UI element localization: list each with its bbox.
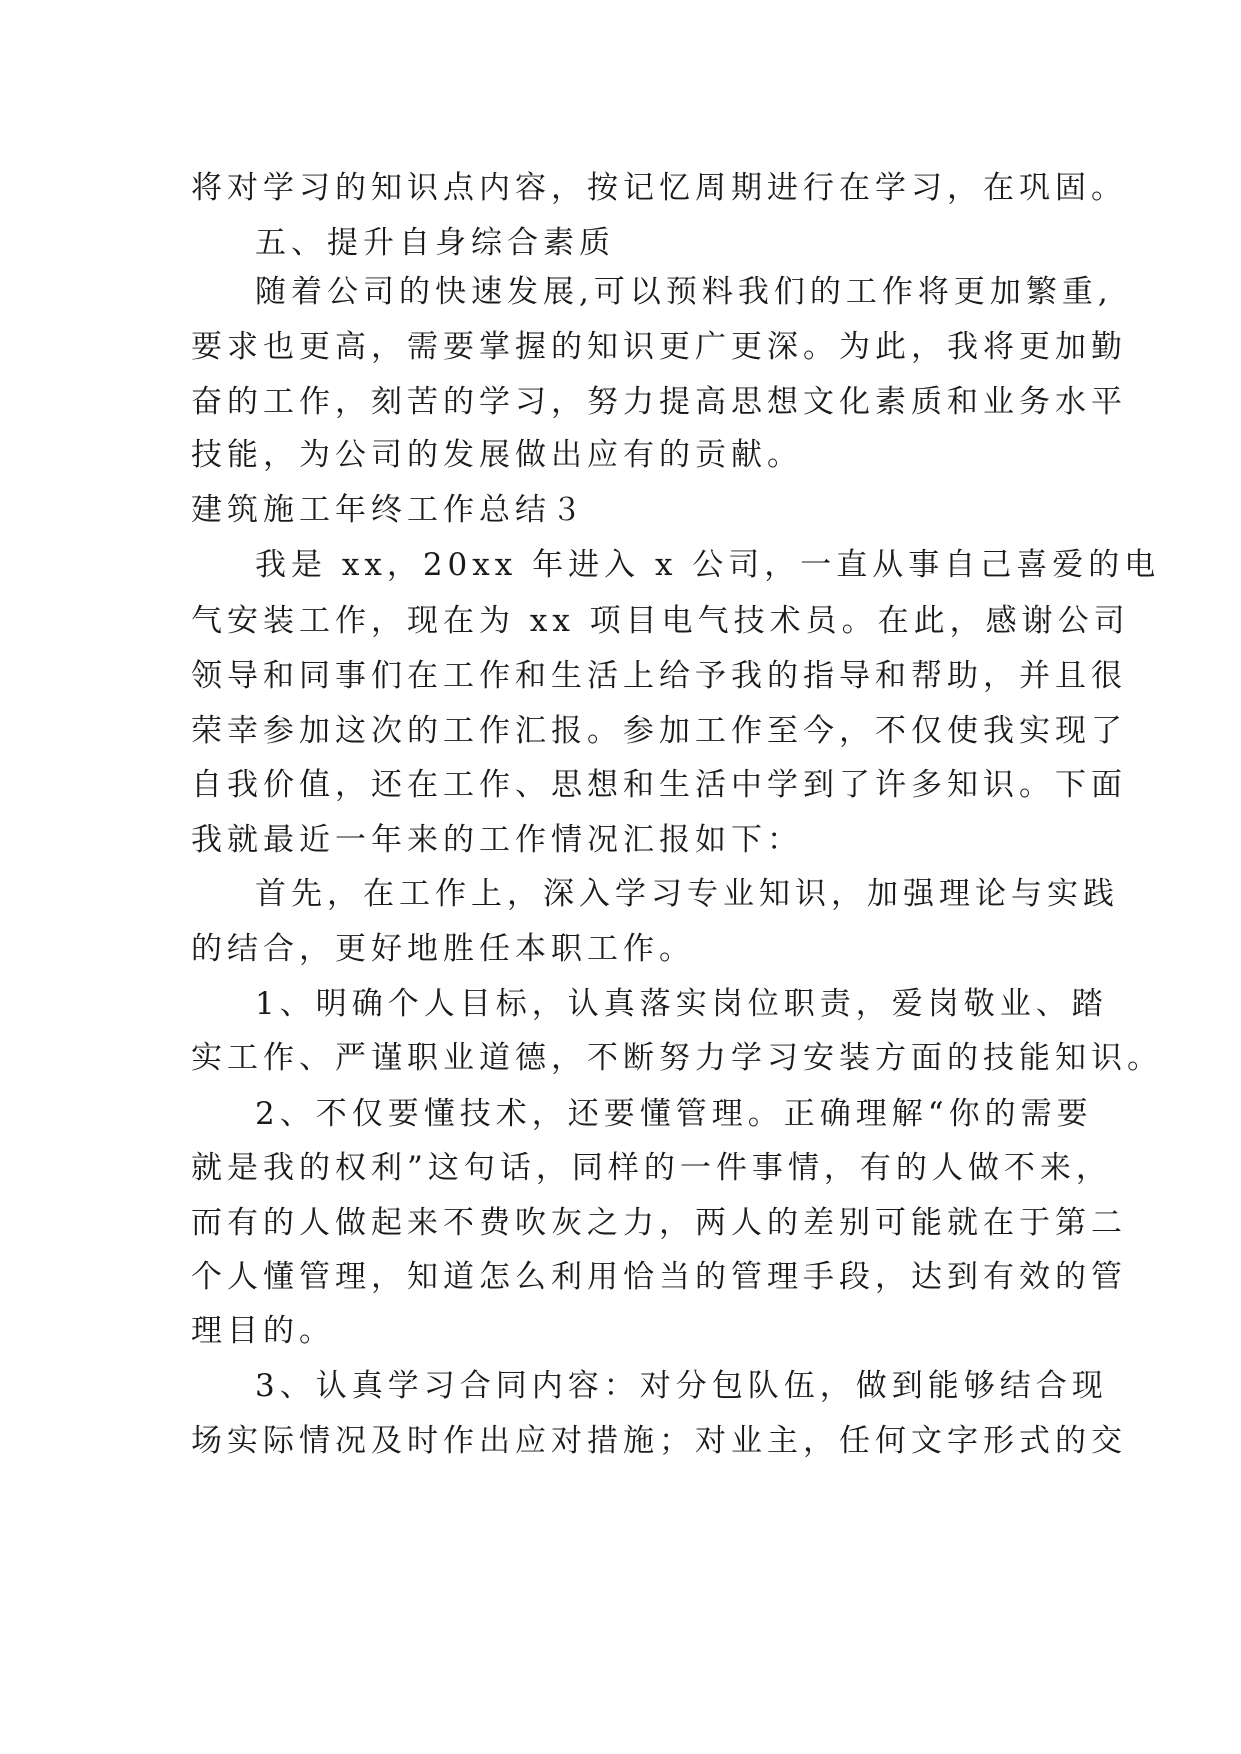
paragraph-line: 领导和同事们在工作和生活上给予我的指导和帮助，并且很 (191, 658, 1127, 694)
paragraph-line: 而有的人做起来不费吹灰之力，两人的差别可能就在于第二 (191, 1205, 1127, 1241)
paragraph-line: 理目的。 (191, 1313, 335, 1349)
list-item: 3、认真学习合同内容：对分包队伍，做到能够结合现 (255, 1368, 1108, 1404)
paragraph-line: 要求也更高，需要掌握的知识更广更深。为此，我将更加勤 (191, 329, 1127, 365)
paragraph-line: 奋的工作，刻苦的学习，努力提高思想文化素质和业务水平 (191, 384, 1127, 420)
paragraph-line: 场实际情况及时作出应对措施；对业主，任何文字形式的交 (191, 1423, 1127, 1459)
paragraph-line: 首先，在工作上，深入学习专业知识，加强理论与实践 (255, 876, 1119, 912)
paragraph-line: 自我价值，还在工作、思想和生活中学到了许多知识。下面 (191, 767, 1127, 803)
document-title: 建筑施工年终工作总结３ (191, 492, 587, 528)
paragraph-line: 荣幸参加这次的工作汇报。参加工作至今，不仅使我实现了 (191, 713, 1127, 749)
paragraph-line: 个人懂管理，知道怎么利用恰当的管理手段，达到有效的管 (191, 1259, 1127, 1295)
paragraph-line: 我就最近一年来的工作情况汇报如下： (191, 822, 803, 858)
paragraph-line: 技能，为公司的发展做出应有的贡献。 (191, 437, 803, 473)
paragraph-line: 就是我的权利”这句话，同样的一件事情，有的人做不来， (191, 1150, 1112, 1186)
paragraph-line: 随着公司的快速发展,可以预料我们的工作将更加繁重, (255, 274, 1113, 310)
paragraph-line: 将对学习的知识点内容，按记忆周期进行在学习，在巩固。 (191, 170, 1127, 206)
paragraph-line: 实工作、严谨职业道德，不断努力学习安装方面的技能知识。 (191, 1040, 1163, 1076)
list-item: 1、明确个人目标，认真落实岗位职责，爱岗敬业、踏 (255, 986, 1108, 1022)
paragraph-line: 我是 xx，20xx 年进入 x 公司，一直从事自己喜爱的电 (255, 547, 1161, 583)
paragraph-line: 气安装工作，现在为 xx 项目电气技术员。在此，感谢公司 (191, 603, 1130, 639)
list-item: 2、不仅要懂技术，还要懂管理。正确理解“你的需要 (255, 1096, 1093, 1132)
paragraph-line: 的结合，更好地胜任本职工作。 (191, 931, 695, 967)
section-heading: 五、提升自身综合素质 (255, 225, 615, 261)
